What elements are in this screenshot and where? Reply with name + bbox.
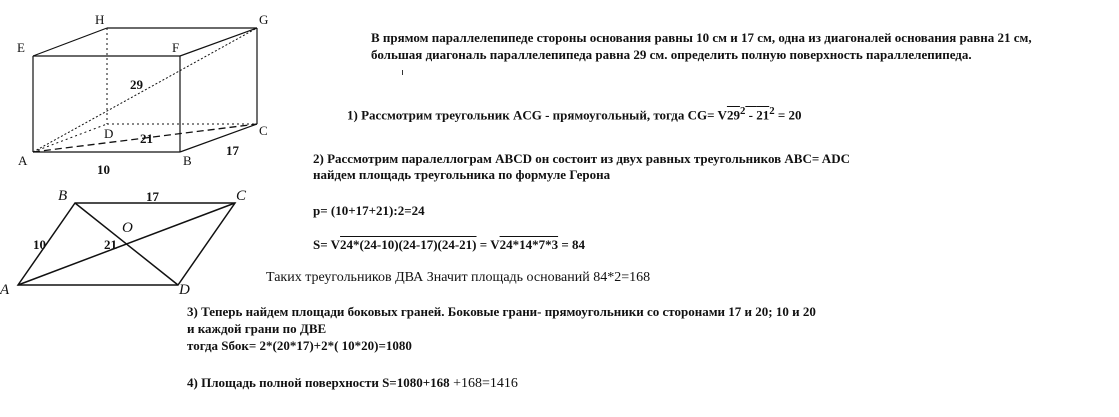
- stray-mark: [402, 70, 403, 75]
- box-vertex-C: C: [259, 123, 268, 138]
- para-vertex-D: D: [179, 282, 190, 298]
- step-1: [347, 103, 802, 123]
- heron-radicand-1: 24*(24-10)(24-17)(24-21): [340, 237, 477, 252]
- box-label-17: 17: [226, 143, 239, 158]
- step-1-prefix: 1) Рассмотрим треугольник ACG - прямоугольный, тогда CG= V: [347, 107, 727, 123]
- step-3-line-3: тогда Sбок= 2*(20*17)+2*( 10*20)=1080: [187, 338, 412, 353]
- step-1-power-2: 2: [769, 105, 775, 117]
- parallelogram-figure: [0, 0, 300, 417]
- step-3-line-2: и каждой грани по ДВЕ: [187, 321, 327, 336]
- box-vertex-B: B: [183, 153, 192, 168]
- diagonal-BD: [75, 203, 178, 285]
- heron-result: = 84: [558, 237, 585, 252]
- step-1-radicand-a: 29: [726, 107, 740, 123]
- box-vertex-E: E: [17, 40, 25, 55]
- box-label-21: 21: [140, 131, 153, 146]
- triangle-count-line: Таких треугольников ДВА Значит площадь оснований 84*2=168: [266, 270, 651, 285]
- heron-prefix: S= V: [313, 237, 341, 252]
- step-1-minus: -: [745, 107, 757, 123]
- problem-line-2: большая диагональ параллелепипеда равна 29 см. определить полную поверхность параллелепипеда.: [371, 47, 972, 62]
- step-2-line-1: 2) Рассмотрим паралеллограм ABCD он состоит из двух равных треугольников ABC= ADC: [313, 151, 850, 166]
- step-4-tail: +168=1416: [449, 376, 518, 391]
- step-1-power-1: 2: [739, 105, 746, 117]
- para-vertex-O: O: [122, 220, 133, 236]
- para-vertex-B: B: [58, 188, 68, 204]
- problem-line-1: В прямом параллелепипеде стороны основания равны 10 см и 17 см, одна из диагоналей основания равна 21 см,: [371, 30, 1032, 45]
- step-1-radicand-b: 21: [756, 107, 770, 123]
- step-2-line-2: найдем площадь треугольника по формуле Герона: [313, 167, 611, 182]
- heron-mid: = V: [476, 237, 500, 252]
- para-vertex-C: C: [236, 188, 247, 204]
- box-vertex-F: F: [172, 40, 180, 55]
- heron-radicand-2: 24*14*7*3: [499, 237, 559, 252]
- box-label-10: 10: [97, 162, 110, 177]
- step-4-line: [187, 375, 518, 392]
- step-1-result: = 20: [774, 107, 802, 123]
- box-vertex-D: D: [104, 126, 114, 141]
- step-3-line-1: 3) Теперь найдем площади боковых граней. Боковые грани- прямоугольники со сторонами 17 и 20; 10 и 20: [187, 304, 816, 319]
- box-vertex-A: A: [18, 153, 28, 168]
- para-label-21: 21: [104, 237, 117, 252]
- para-label-10: 10: [33, 237, 46, 252]
- heron-line: [313, 237, 585, 253]
- semiperimeter-line: p= (10+17+21):2=24: [313, 203, 425, 218]
- box-label-29: 29: [130, 77, 143, 92]
- box-vertex-H: H: [95, 12, 105, 27]
- box-vertex-G: G: [259, 12, 269, 27]
- para-label-17: 17: [146, 189, 159, 204]
- para-vertex-A: A: [0, 282, 10, 298]
- step-4-main: 4) Площадь полной поверхности S=1080+168: [187, 375, 450, 390]
